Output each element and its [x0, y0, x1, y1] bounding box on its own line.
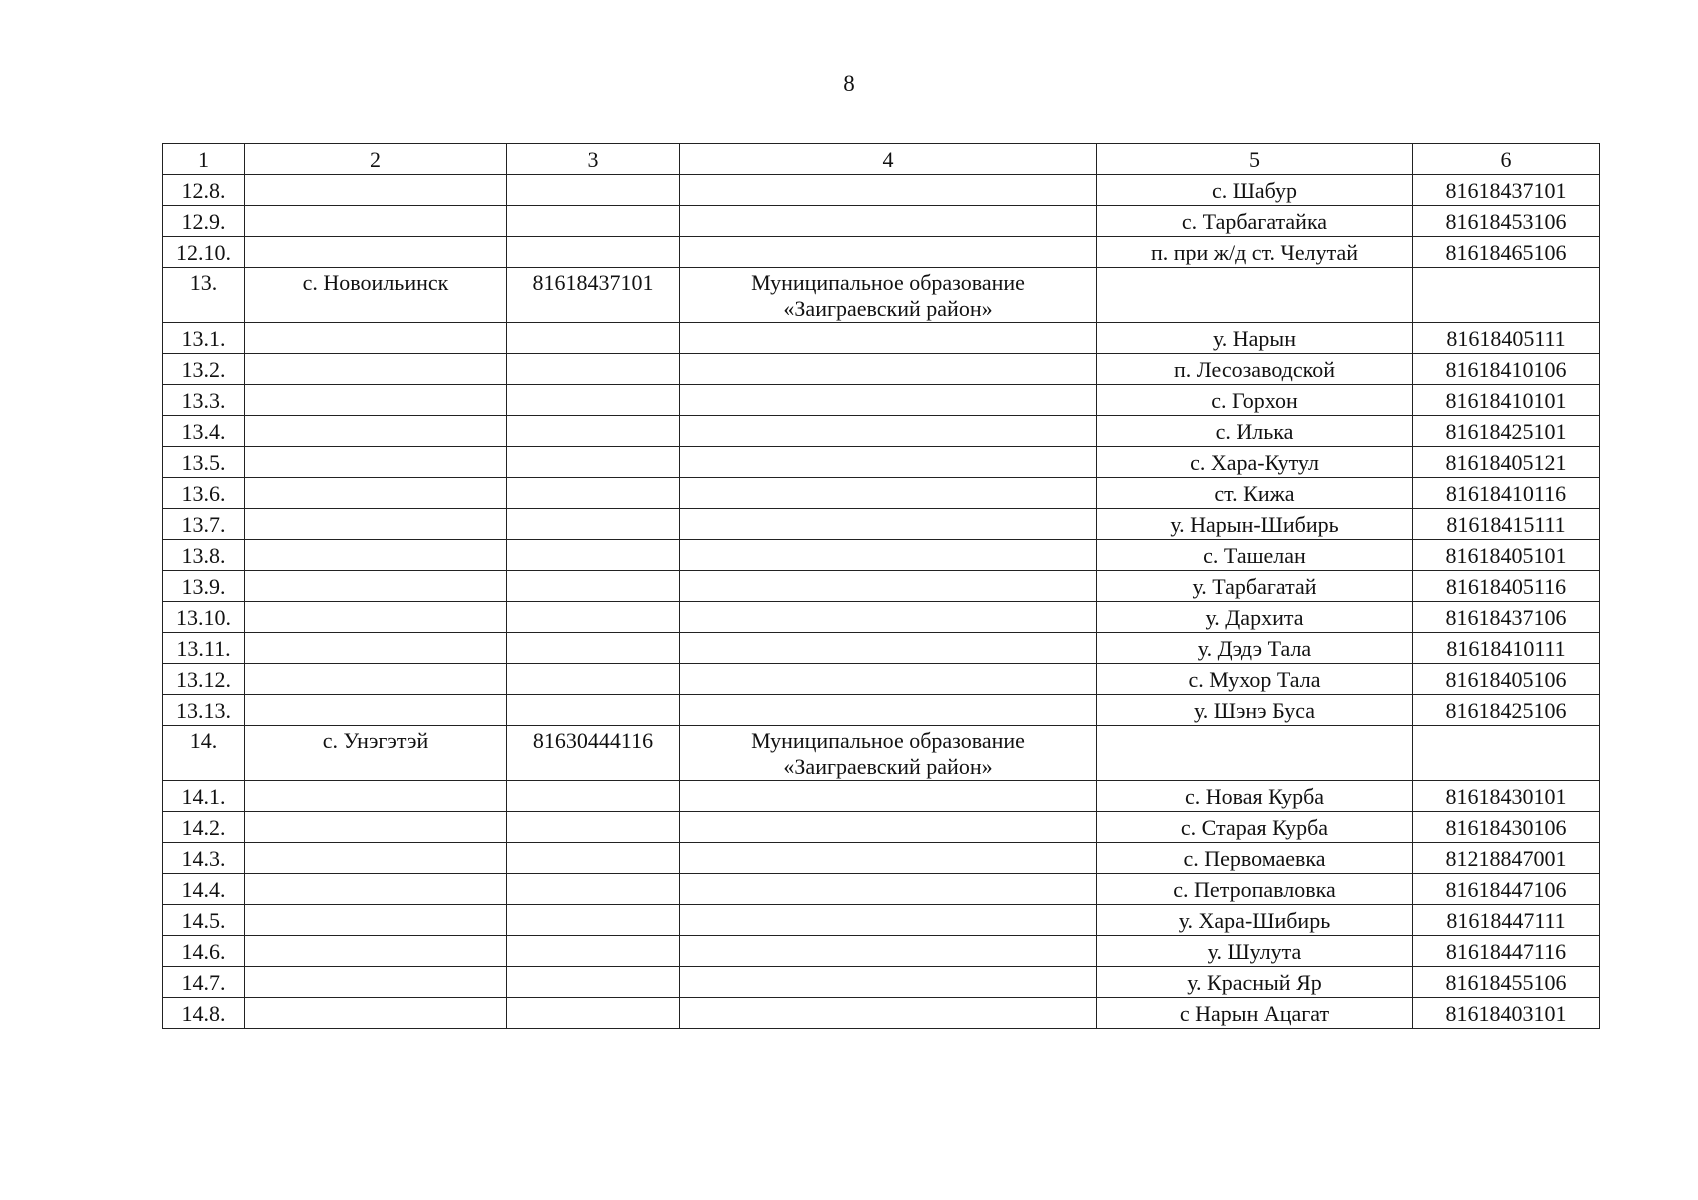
locality-code-cell: 81618437106 [1413, 602, 1600, 633]
municipality-cell [680, 664, 1097, 695]
locality-code-cell: 81618447116 [1413, 936, 1600, 967]
row-number-cell: 14.7. [163, 967, 245, 998]
settlement-cell [245, 633, 507, 664]
row-number-cell: 14.2. [163, 812, 245, 843]
locality-code-cell: 81618447106 [1413, 874, 1600, 905]
table-row [163, 905, 1600, 936]
table-row [163, 237, 1600, 268]
table-row [163, 268, 1600, 323]
municipality-cell: Муниципальное образование «Заиграевский район» [680, 726, 1097, 781]
settlement-code-cell [507, 540, 680, 571]
locality-code-cell [1413, 268, 1600, 323]
locality-cell: у. Шулута [1097, 936, 1413, 967]
municipality-cell [680, 175, 1097, 206]
settlement-cell [245, 478, 507, 509]
municipality-cell [680, 633, 1097, 664]
table-row [163, 726, 1600, 781]
locality-code-cell: 81618415111 [1413, 509, 1600, 540]
locality-code-cell: 81618465106 [1413, 237, 1600, 268]
row-number-cell: 13.8. [163, 540, 245, 571]
settlement-cell [245, 385, 507, 416]
municipality-cell [680, 416, 1097, 447]
table-body [163, 144, 1600, 1029]
settlement-code-cell [507, 175, 680, 206]
row-number-cell: 12.9. [163, 206, 245, 237]
municipality-cell [680, 602, 1097, 633]
municipality-cell [680, 874, 1097, 905]
row-number-cell: 13.4. [163, 416, 245, 447]
table-row [163, 936, 1600, 967]
settlement-code-cell: 81618437101 [507, 268, 680, 323]
row-number-cell: 13.9. [163, 571, 245, 602]
settlement-cell [245, 237, 507, 268]
locality-code-cell: 81618405101 [1413, 540, 1600, 571]
settlement-cell [245, 571, 507, 602]
locality-code-cell: 81618405111 [1413, 323, 1600, 354]
locality-code-cell: 81618437101 [1413, 175, 1600, 206]
locality-cell: с. Старая Курба [1097, 812, 1413, 843]
table-row [163, 175, 1600, 206]
row-number-cell: 14.3. [163, 843, 245, 874]
table-row [163, 781, 1600, 812]
settlement-cell [245, 874, 507, 905]
settlement-code-cell [507, 416, 680, 447]
row-number-cell: 14. [163, 726, 245, 781]
column-number-row [163, 144, 1600, 175]
settlement-cell [245, 781, 507, 812]
table-row [163, 602, 1600, 633]
municipality-cell [680, 447, 1097, 478]
locality-cell: с. Хара-Кутул [1097, 447, 1413, 478]
settlements-table [162, 143, 1600, 1029]
settlement-code-cell [507, 478, 680, 509]
settlement-cell [245, 905, 507, 936]
locality-code-cell: 81618405121 [1413, 447, 1600, 478]
table-row [163, 571, 1600, 602]
locality-code-cell: 81618425101 [1413, 416, 1600, 447]
locality-cell: ст. Кижа [1097, 478, 1413, 509]
locality-cell: п. при ж/д ст. Челутай [1097, 237, 1413, 268]
locality-cell: у. Красный Яр [1097, 967, 1413, 998]
settlement-code-cell [507, 447, 680, 478]
locality-cell: у. Тарбагатай [1097, 571, 1413, 602]
settlement-code-cell [507, 206, 680, 237]
page-number: 8 [843, 71, 855, 96]
settlement-code-cell [507, 385, 680, 416]
settlement-code-cell [507, 936, 680, 967]
locality-cell: у. Хара-Шибирь [1097, 905, 1413, 936]
row-number-cell: 13.12. [163, 664, 245, 695]
municipality-cell [680, 998, 1097, 1029]
settlement-code-cell [507, 237, 680, 268]
municipality-cell [680, 323, 1097, 354]
column-number-cell: 5 [1097, 144, 1413, 175]
table-row [163, 206, 1600, 237]
settlement-cell [245, 540, 507, 571]
table-row [163, 540, 1600, 571]
municipality-cell [680, 509, 1097, 540]
locality-code-cell: 81618405106 [1413, 664, 1600, 695]
column-number-cell: 6 [1413, 144, 1600, 175]
settlement-cell [245, 695, 507, 726]
locality-cell: с. Мухор Тала [1097, 664, 1413, 695]
table-row [163, 447, 1600, 478]
row-number-cell: 13.10. [163, 602, 245, 633]
settlement-code-cell [507, 812, 680, 843]
locality-cell: у. Нарын-Шибирь [1097, 509, 1413, 540]
row-number-cell: 13.3. [163, 385, 245, 416]
row-number-cell: 14.6. [163, 936, 245, 967]
settlement-cell [245, 175, 507, 206]
settlement-cell [245, 323, 507, 354]
table-row [163, 664, 1600, 695]
table-row [163, 509, 1600, 540]
settlement-code-cell [507, 323, 680, 354]
settlement-code-cell [507, 633, 680, 664]
municipality-cell [680, 781, 1097, 812]
locality-cell: с. Тарбагатайка [1097, 206, 1413, 237]
locality-code-cell: 81218847001 [1413, 843, 1600, 874]
row-number-cell: 12.10. [163, 237, 245, 268]
row-number-cell: 14.8. [163, 998, 245, 1029]
row-number-cell: 13.1. [163, 323, 245, 354]
table-row [163, 967, 1600, 998]
locality-cell: с. Шабур [1097, 175, 1413, 206]
locality-code-cell: 81618410106 [1413, 354, 1600, 385]
table-row [163, 998, 1600, 1029]
table-row [163, 633, 1600, 664]
settlement-cell [245, 664, 507, 695]
locality-cell: у. Дархита [1097, 602, 1413, 633]
settlement-cell [245, 416, 507, 447]
locality-cell: у. Шэнэ Буса [1097, 695, 1413, 726]
locality-code-cell: 81618405116 [1413, 571, 1600, 602]
settlement-code-cell [507, 843, 680, 874]
settlement-code-cell [507, 967, 680, 998]
locality-cell [1097, 268, 1413, 323]
locality-cell: с. Новая Курба [1097, 781, 1413, 812]
settlement-cell [245, 509, 507, 540]
row-number-cell: 13.11. [163, 633, 245, 664]
table-row [163, 385, 1600, 416]
row-number-cell: 13.6. [163, 478, 245, 509]
table-row [163, 695, 1600, 726]
settlement-cell [245, 936, 507, 967]
settlement-cell [245, 447, 507, 478]
locality-code-cell: 81618430106 [1413, 812, 1600, 843]
locality-cell [1097, 726, 1413, 781]
column-number-cell: 4 [680, 144, 1097, 175]
table-row [163, 874, 1600, 905]
table-row [163, 354, 1600, 385]
locality-cell: с. Ташелан [1097, 540, 1413, 571]
row-number-cell: 13.2. [163, 354, 245, 385]
municipality-cell [680, 936, 1097, 967]
locality-code-cell: 81618410111 [1413, 633, 1600, 664]
locality-cell: с Нарын Ацагат [1097, 998, 1413, 1029]
municipality-cell [680, 385, 1097, 416]
settlement-code-cell [507, 664, 680, 695]
locality-cell: с. Горхон [1097, 385, 1413, 416]
table-row [163, 812, 1600, 843]
municipality-cell [680, 354, 1097, 385]
table-row [163, 843, 1600, 874]
column-number-cell: 3 [507, 144, 680, 175]
locality-code-cell: 81618410116 [1413, 478, 1600, 509]
locality-cell: п. Лесозаводской [1097, 354, 1413, 385]
column-number-cell: 2 [245, 144, 507, 175]
locality-code-cell: 81618403101 [1413, 998, 1600, 1029]
locality-code-cell: 81618425106 [1413, 695, 1600, 726]
locality-code-cell [1413, 726, 1600, 781]
locality-cell: с. Первомаевка [1097, 843, 1413, 874]
municipality-cell [680, 237, 1097, 268]
settlement-cell [245, 812, 507, 843]
locality-code-cell: 81618410101 [1413, 385, 1600, 416]
municipality-cell [680, 695, 1097, 726]
settlement-cell [245, 843, 507, 874]
locality-code-cell: 81618447111 [1413, 905, 1600, 936]
municipality-cell [680, 571, 1097, 602]
settlement-cell [245, 206, 507, 237]
locality-code-cell: 81618430101 [1413, 781, 1600, 812]
settlement-cell [245, 354, 507, 385]
settlement-code-cell [507, 571, 680, 602]
column-number-cell: 1 [163, 144, 245, 175]
settlement-code-cell: 81630444116 [507, 726, 680, 781]
settlement-code-cell [507, 874, 680, 905]
municipality-cell [680, 478, 1097, 509]
settlement-cell [245, 602, 507, 633]
row-number-cell: 13.5. [163, 447, 245, 478]
table-row [163, 478, 1600, 509]
municipality-cell [680, 812, 1097, 843]
locality-code-cell: 81618453106 [1413, 206, 1600, 237]
locality-cell: с. Петропавловка [1097, 874, 1413, 905]
settlement-code-cell [507, 602, 680, 633]
row-number-cell: 14.4. [163, 874, 245, 905]
settlement-code-cell [507, 354, 680, 385]
locality-code-cell: 81618455106 [1413, 967, 1600, 998]
settlement-cell: с. Новоильинск [245, 268, 507, 323]
row-number-cell: 13.7. [163, 509, 245, 540]
municipality-cell [680, 843, 1097, 874]
settlement-cell: с. Унэгэтэй [245, 726, 507, 781]
row-number-cell: 13. [163, 268, 245, 323]
municipality-cell [680, 967, 1097, 998]
row-number-cell: 13.13. [163, 695, 245, 726]
table-row [163, 416, 1600, 447]
row-number-cell: 14.5. [163, 905, 245, 936]
municipality-cell: Муниципальное образование «Заиграевский район» [680, 268, 1097, 323]
settlement-cell [245, 967, 507, 998]
settlement-code-cell [507, 905, 680, 936]
settlement-code-cell [507, 695, 680, 726]
locality-cell: с. Илька [1097, 416, 1413, 447]
locality-cell: у. Дэдэ Тала [1097, 633, 1413, 664]
row-number-cell: 12.8. [163, 175, 245, 206]
settlement-cell [245, 998, 507, 1029]
settlement-code-cell [507, 509, 680, 540]
settlement-code-cell [507, 998, 680, 1029]
locality-cell: у. Нарын [1097, 323, 1413, 354]
table-row [163, 323, 1600, 354]
row-number-cell: 14.1. [163, 781, 245, 812]
municipality-cell [680, 540, 1097, 571]
settlement-code-cell [507, 781, 680, 812]
municipality-cell [680, 905, 1097, 936]
municipality-cell [680, 206, 1097, 237]
